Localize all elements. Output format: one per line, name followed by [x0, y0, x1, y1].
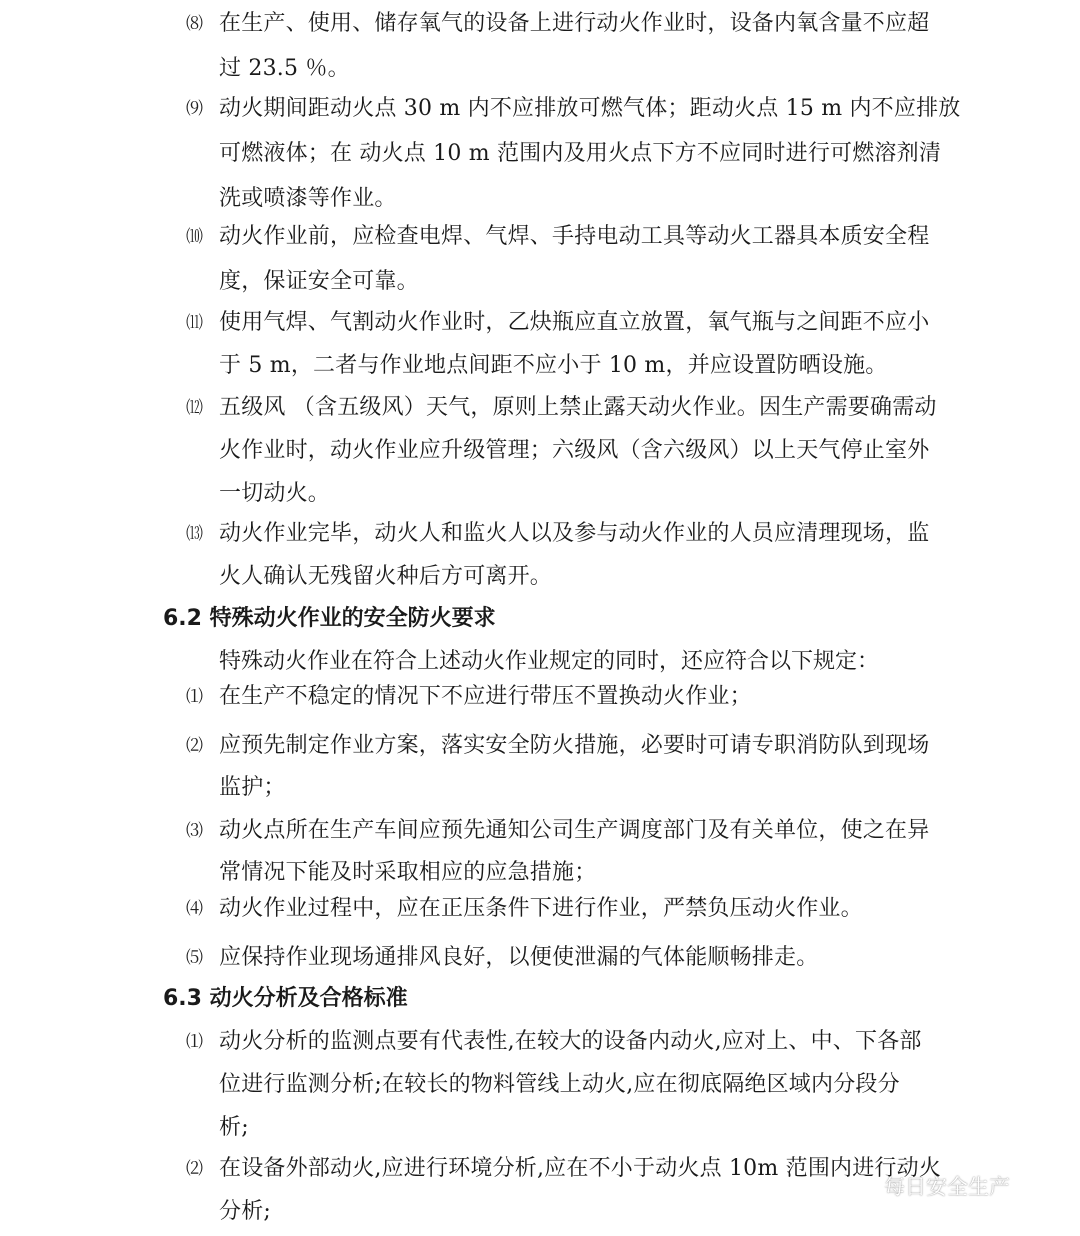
item-number: ⑴ — [186, 1032, 203, 1052]
item-text-line: 动火作业前，应检查电焊、气焊、手持电动工具等动火工器具本质安全程 — [219, 224, 930, 249]
item-number: ⑿ — [186, 398, 203, 418]
item-text-line: 于 5 m，二者与作业地点间距不应小于 10 m，并应设置防晒设施。 — [219, 353, 888, 378]
item-number: ⑶ — [186, 821, 203, 841]
item-text-line: 在设备外部动火,应进行环境分析,应在不小于动火点 10m 范围内进行动火 — [219, 1156, 942, 1181]
item-number: ⑴ — [186, 687, 203, 707]
item-text-line: 可燃液体；在 动火点 10 m 范围内及用火点下方不应同时进行可燃溶剂清 — [219, 141, 942, 166]
item-number: ⑵ — [186, 736, 203, 756]
item-number: ⒀ — [186, 524, 203, 544]
item-text-line: 应保持作业现场通排风良好，以便使泄漏的气体能顺畅排走。 — [219, 945, 819, 970]
item-text-line: 度，保证安全可靠。 — [219, 269, 419, 294]
item-text-line: 动火点所在生产车间应预先通知公司生产调度部门及有关单位，使之在异 — [219, 818, 930, 843]
item-number: ⑽ — [186, 227, 203, 247]
wechat-icon — [848, 1173, 878, 1199]
item-number: ⑾ — [186, 313, 203, 333]
section-heading: 6.3 动火分析及合格标准 — [163, 986, 408, 1011]
item-text-line: 位进行监测分析;在较长的物料管线上动火,应在彻底隔绝区域内分段分 — [219, 1072, 900, 1097]
item-text-line: 动火作业完毕，动火人和监火人以及参与动火作业的人员应清理现场，监 — [219, 521, 930, 546]
watermark — [848, 1166, 1010, 1206]
item-text-line: 一切动火。 — [219, 481, 331, 506]
item-text-line: 分析; — [219, 1199, 272, 1224]
item-text-line: 动火作业过程中，应在正压条件下进行作业，严禁负压动火作业。 — [219, 896, 863, 921]
item-text-line: 火人确认无残留火种后方可离开。 — [219, 564, 553, 589]
section-heading: 6.2 特殊动火作业的安全防火要求 — [163, 606, 496, 631]
item-number: ⑷ — [186, 899, 203, 919]
item-number: ⑼ — [186, 99, 203, 119]
item-text-line: 在生产、使用、储存氧气的设备上进行动火作业时，设备内氧含量不应超 — [219, 11, 930, 36]
item-text-line: 监护； — [219, 775, 286, 800]
item-text-line: 使用气焊、气割动火作业时，乙炔瓶应直立放置，氧气瓶与之间距不应小 — [219, 310, 930, 335]
item-text-line: 动火分析的监测点要有代表性,在较大的设备内动火,应对上、中、下各部 — [219, 1029, 922, 1054]
item-text-line: 应预先制定作业方案，落实安全防火措施，必要时可请专职消防队到现场 — [219, 733, 930, 758]
item-text-line: 洗或喷漆等作业。 — [219, 186, 397, 211]
section-intro: 特殊动火作业在符合上述动火作业规定的同时，还应符合以下规定： — [219, 649, 880, 674]
item-text-line: 常情况下能及时采取相应的应急措施； — [219, 860, 597, 885]
item-text-line: 过 23.5 ％。 — [219, 56, 350, 81]
item-number: ⑻ — [186, 14, 203, 34]
item-number: ⑸ — [186, 948, 203, 968]
item-text-line: 在生产不稳定的情况下不应进行带压不置换动火作业； — [219, 684, 752, 709]
item-text-line: 火作业时，动火作业应升级管理；六级风（含六级风）以上天气停止室外 — [219, 438, 930, 463]
item-number: ⑵ — [186, 1159, 203, 1179]
watermark-text: 每日安全生产 — [884, 1175, 1010, 1199]
item-text-line: 析; — [219, 1115, 249, 1140]
item-text-line: 动火期间距动火点 30 m 内不应排放可燃气体；距动火点 15 m 内不应排放 — [219, 96, 961, 121]
item-text-line: 五级风 （含五级风）天气，原则上禁止露天动火作业。因生产需要确需动 — [219, 395, 937, 420]
